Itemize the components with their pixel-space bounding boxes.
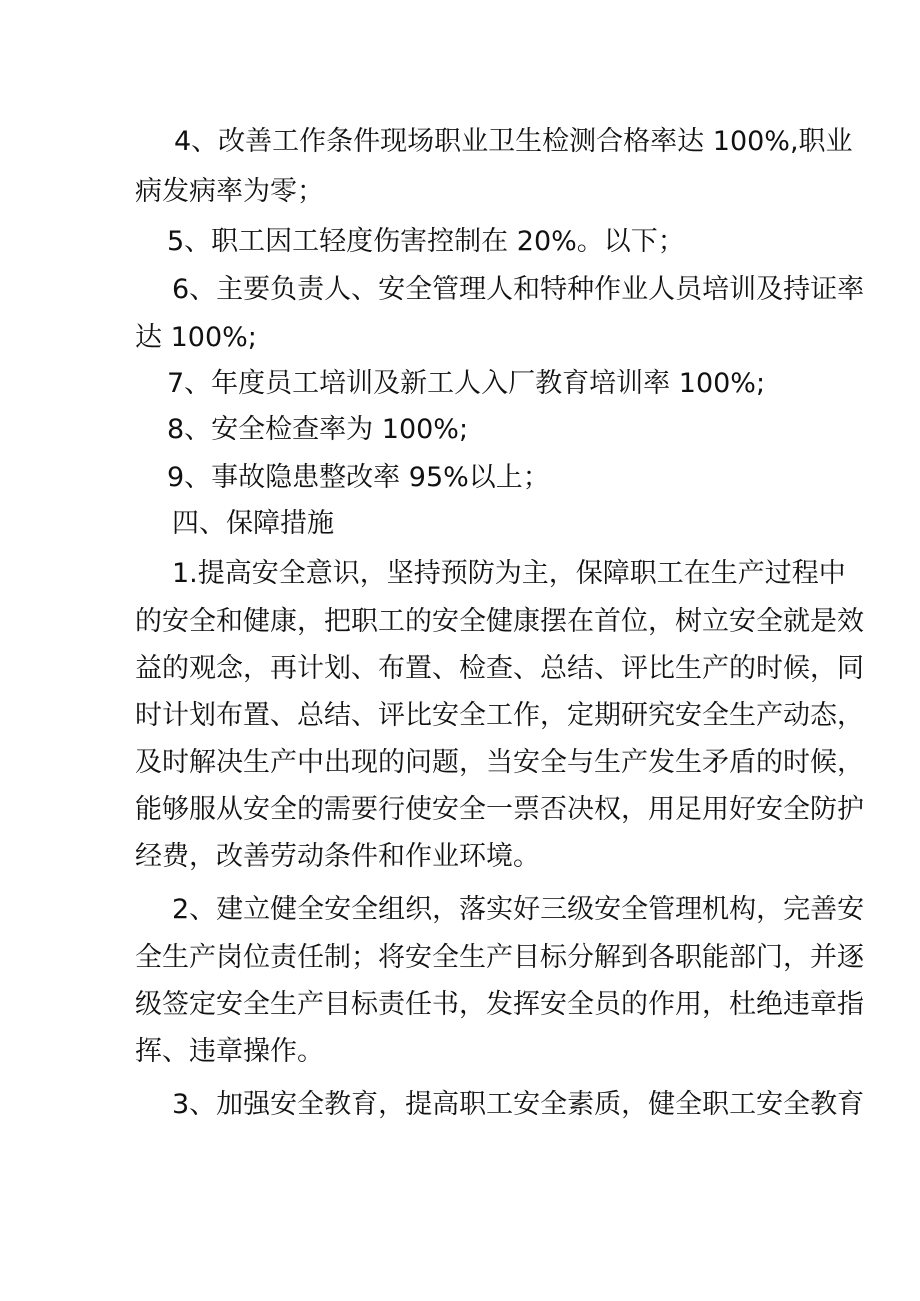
para-6-line-2: 达 100%; [135,322,257,353]
measure-1-line-6: 能够服从安全的需要行使安全一票否决权，用足用好安全防护 [135,794,864,825]
measure-1-line-1: 1.提高安全意识，坚持预防为主，保障职工在生产过程中 [172,558,846,589]
measure-1-line-3: 益的观念，再计划、布置、检查、总结、评比生产的时候，同 [135,653,864,684]
para-4-line-1: 4、改善工作条件现场职业卫生检测合格率达 100%,职业 [174,126,853,157]
measure-1-line-4: 时计划布置、总结、评比安全工作，定期研究安全生产动态， [135,700,864,731]
measure-2-line-3: 级签定安全生产目标责任书，发挥安全员的作用，杜绝违章指 [135,989,864,1020]
measure-2-line-2: 全生产岗位责任制；将安全生产目标分解到各职能部门，并逐 [135,942,864,973]
para-8-line-1: 8、安全检查率为 100%; [167,414,469,445]
measure-3-line-1: 3、加强安全教育，提高职工安全素质，健全职工安全教育 [172,1089,865,1120]
measure-1-line-2: 的安全和健康，把职工的安全健康摆在首位，树立安全就是效 [135,606,864,637]
section-heading: 四、保障措施 [172,508,334,539]
measure-2-line-1: 2、建立健全安全组织，落实好三级安全管理机构，完善安 [172,894,865,925]
para-7-line-1: 7、年度员工培训及新工人入厂教育培训率 100%; [167,368,766,399]
para-5-line-1: 5、职工因工轻度伤害控制在 20%。以下； [167,226,685,257]
measure-1-line-7: 经费，改善劳动条件和作业环境。 [135,841,540,872]
para-6-line-1: 6、主要负责人、安全管理人和特种作业人员培训及持证率 [172,274,865,305]
measure-2-line-4: 挥、违章操作。 [135,1036,324,1067]
para-9-line-1: 9、事故隐患整改率 95%以上； [167,462,550,493]
measure-1-line-5: 及时解决生产中出现的问题，当安全与生产发生矛盾的时候， [135,747,864,778]
para-4-line-2: 病发病率为零； [135,176,324,207]
